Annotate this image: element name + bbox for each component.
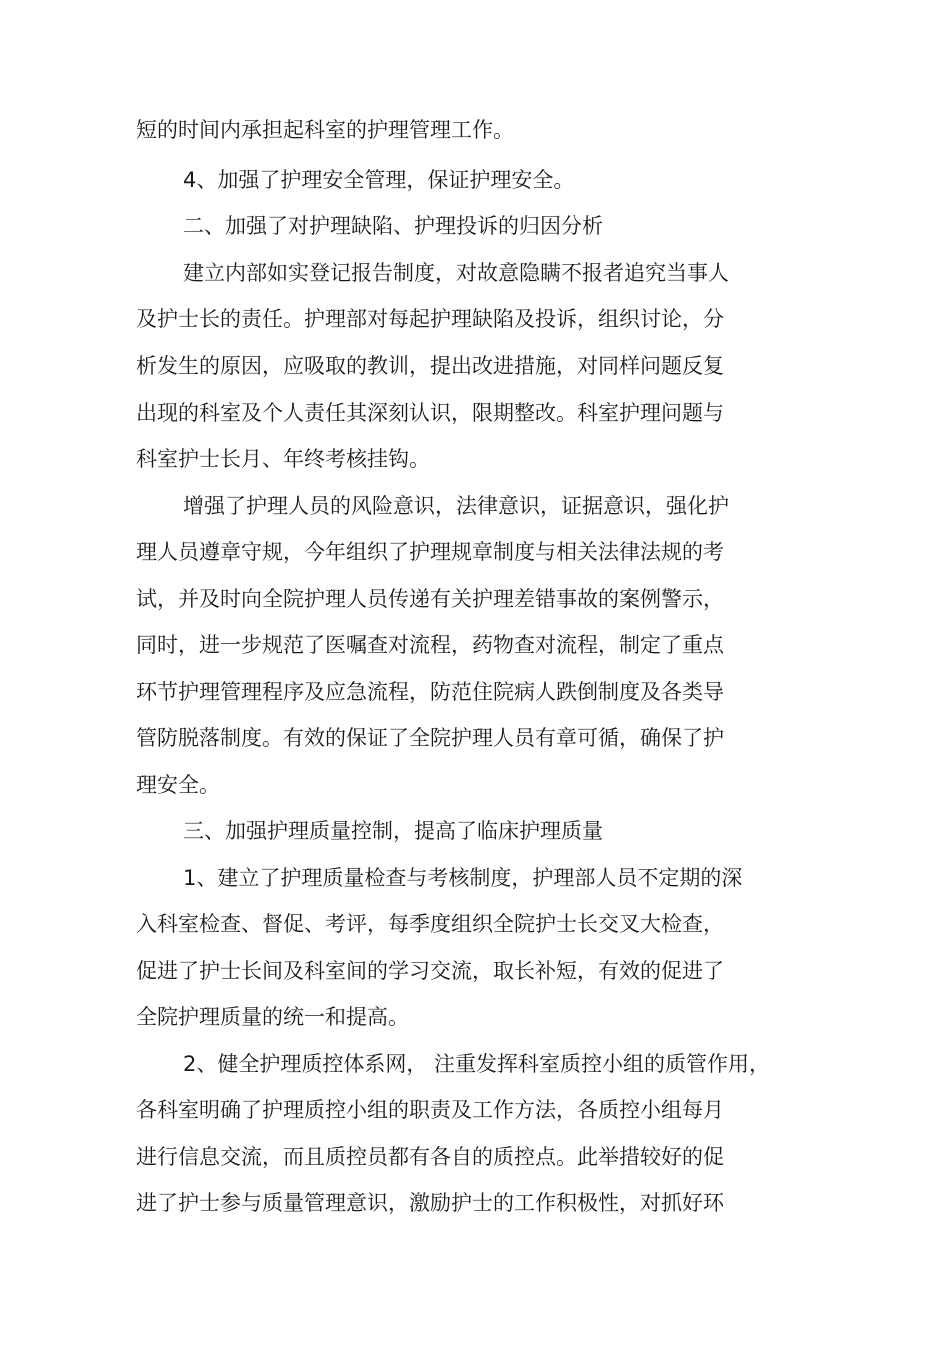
section-heading: 二、加强了对护理缺陷、护理投诉的归因分析 xyxy=(183,214,603,238)
text-line: 建立内部如实登记报告制度，对故意隐瞒不报者追究当事人 xyxy=(183,261,729,285)
text-line: 及护士长的责任。护理部对每起护理缺陷及投诉，组织讨论，分 xyxy=(136,307,724,331)
text-line: 管防脱落制度。有效的保证了全院护理人员有章可循，确保了护 xyxy=(136,726,724,750)
text-line: 环节护理管理程序及应急流程，防范住院病人跌倒制度及各类导 xyxy=(136,680,724,704)
text-line: 4、加强了护理安全管理，保证护理安全。 xyxy=(183,168,575,192)
text-line: 2、健全护理质控体系网， 注重发挥科室质控小组的质管作用， xyxy=(183,1052,771,1076)
text-line: 同时，进一步规范了医嘱查对流程，药物查对流程，制定了重点 xyxy=(136,633,724,657)
text-line: 出现的科室及个人责任其深刻认识，限期整改。科室护理问题与 xyxy=(136,401,724,425)
text-line: 析发生的原因，应吸取的教训，提出改进措施，对同样问题反复 xyxy=(136,354,724,378)
text-line: 理安全。 xyxy=(136,773,220,797)
text-line: 促进了护士长间及科室间的学习交流，取长补短，有效的促进了 xyxy=(136,959,724,983)
text-line: 理人员遵章守规，今年组织了护理规章制度与相关法律法规的考 xyxy=(136,540,724,564)
text-line: 试，并及时向全院护理人员传递有关护理差错事故的案例警示， xyxy=(136,587,724,611)
text-line: 1、建立了护理质量检查与考核制度，护理部人员不定期的深 xyxy=(183,866,743,890)
text-line: 各科室明确了护理质控小组的职责及工作方法，各质控小组每月 xyxy=(136,1098,724,1122)
text-line: 进了护士参与质量管理意识，激励护士的工作积极性，对抓好环 xyxy=(136,1191,724,1215)
section-heading: 三、加强护理质量控制，提高了临床护理质量 xyxy=(183,819,603,843)
text-line: 增强了护理人员的风险意识，法律意识，证据意识，强化护 xyxy=(183,494,729,518)
text-line: 入科室检查、督促、考评，每季度组织全院护士长交叉大检查， xyxy=(136,912,724,936)
text-line: 进行信息交流，而且质控员都有各自的质控点。此举措较好的促 xyxy=(136,1145,724,1169)
text-line: 短的时间内承担起科室的护理管理工作。 xyxy=(136,118,514,142)
text-line: 科室护士长月、年终考核挂钩。 xyxy=(136,447,430,471)
text-line: 全院护理质量的统一和提高。 xyxy=(136,1005,409,1029)
